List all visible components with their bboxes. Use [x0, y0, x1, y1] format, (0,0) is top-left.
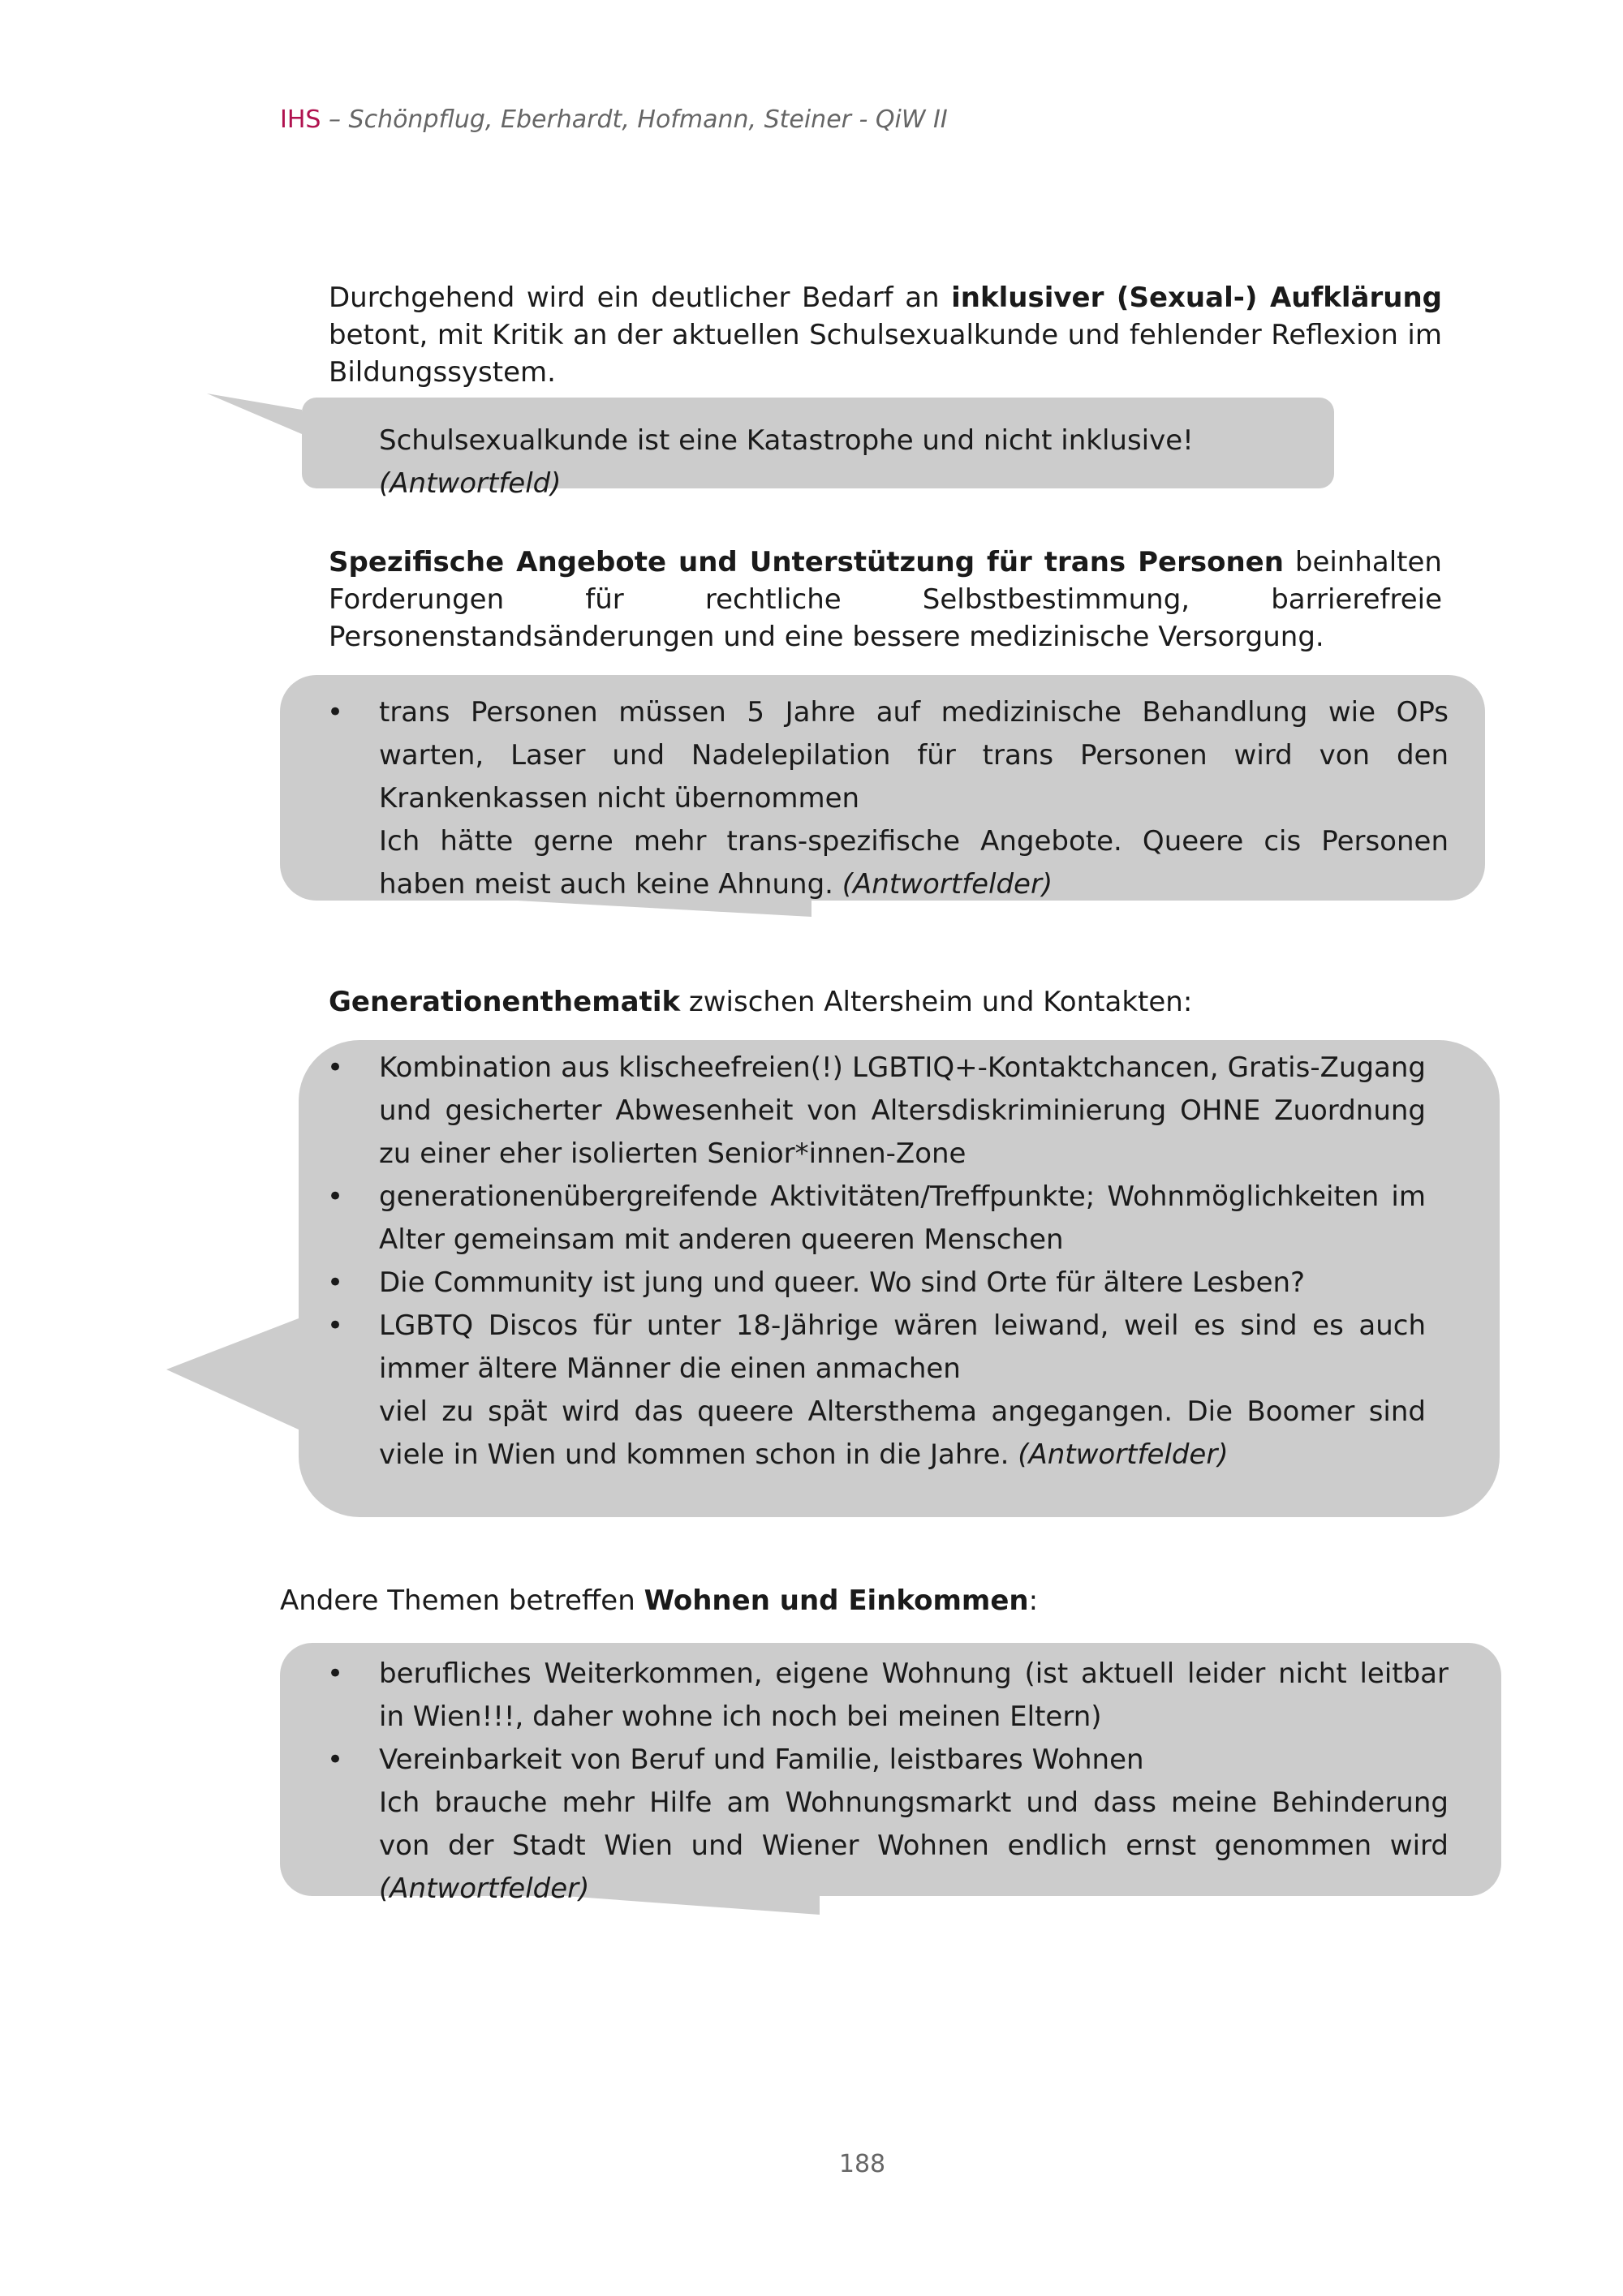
paragraph-trans-support: Spezifische Angebote und Unterstützung für trans Personen beinhalten Forderungen für rechtliche Selbstbestimmung, barrierefreie Personenstandsänderungen und eine bessere medizinische Versorgung. — [329, 546, 1442, 653]
list-item-continuation: viel zu spät wird das queere Altersthema angegangen. Die Boomer sind viele in Wien und kommen schon in die Jahre. (Antwortfelder) — [379, 1395, 1426, 1471]
quote-bubble-2 — [280, 675, 1485, 901]
quote-bubble-3 — [299, 1040, 1500, 1517]
header-authors: – Schönpflug, Eberhardt, Hofmann, Steiner - QiW II — [321, 105, 948, 134]
bubble-tail-1 — [207, 393, 302, 434]
page-number: 188 — [838, 2150, 886, 2178]
paragraph-generations: Generationenthematik zwischen Altersheim und Kontakten: — [329, 986, 1193, 1018]
emphasis-housing-income: Wohnen und Einkommen — [644, 1584, 1029, 1617]
list-item: • berufliches Weiterkommen, eigene Wohnung (ist aktuell leider nicht leitbar in Wien!!!, daher wohne ich noch bei meinen Eltern) — [280, 1653, 1449, 1739]
paragraph-sexual-education: Durchgehend wird ein deutlicher Bedarf an inklusiver (Sexual-) Aufklärung betont, mit Kritik an der aktuellen Schulsexualkunde und fehlender Reflexion im Bildungssystem. — [329, 282, 1442, 389]
quote-1-text: Schulsexualkunde ist eine Katastrophe und nicht inklusive! (Antwortfeld) — [379, 424, 1194, 500]
list-item: • generationenübergreifende Aktivitäten/Treffpunkte; Wohnmöglichkeiten im Alter gemeinsam mit anderen queeren Menschen — [280, 1176, 1426, 1262]
quote-bubble-4 — [280, 1643, 1501, 1905]
emphasis-generations: Generationenthematik — [329, 986, 681, 1018]
list-item-continuation: Ich hätte gerne mehr trans-spezifische Angebote. Queere cis Personen haben meist auch keine Ahnung. (Antwortfelder) — [379, 825, 1449, 901]
list-item: • LGBTQ Discos für unter 18-Jährige wären leiwand, weil es sind es auch immer ältere Männer die einen anmachen — [280, 1305, 1426, 1391]
quote-bubble-1 — [302, 398, 1334, 500]
paragraph-housing-income: Andere Themen betreffen Wohnen und Einkommen: — [280, 1584, 1039, 1617]
list-item: • Kombination aus klischeefreien(!) LGBTIQ+-Kontaktchancen, Gratis-Zugang und gesicherter Abwesenheit von Altersdiskriminierung OHNE Zuordnung zu einer eher isolierten Senior*innen-Zone — [280, 1047, 1426, 1176]
quote-2-list — [280, 675, 1449, 906]
list-item-continuation: Ich brauche mehr Hilfe am Wohnungsmarkt und dass meine Behinderung von der Stadt Wien und Wiener Wohnen endlich ernst genommen wird (Antwortfelder) — [379, 1786, 1449, 1905]
list-item: • trans Personen müssen 5 Jahre auf medizinische Behandlung wie OPs warten, Laser und Nadelepilation für trans Personen wird von den Krankenkassen nicht übernommen — [280, 691, 1449, 820]
emphasis-inclusive-education: inklusiver (Sexual-) Aufklärung — [951, 282, 1442, 314]
header-brand: IHS — [280, 105, 321, 134]
list-item: • Die Community ist jung und queer. Wo sind Orte für ältere Lesben? — [280, 1262, 1426, 1305]
bubble-tail-3 — [166, 1318, 299, 1430]
list-item: • Vereinbarkeit von Beruf und Familie, leistbares Wohnen — [280, 1739, 1449, 1782]
quote-3-list — [280, 1040, 1426, 1477]
emphasis-trans-support: Spezifische Angebote und Unterstützung für trans Personen — [329, 546, 1284, 578]
quote-4-list — [280, 1643, 1449, 1911]
